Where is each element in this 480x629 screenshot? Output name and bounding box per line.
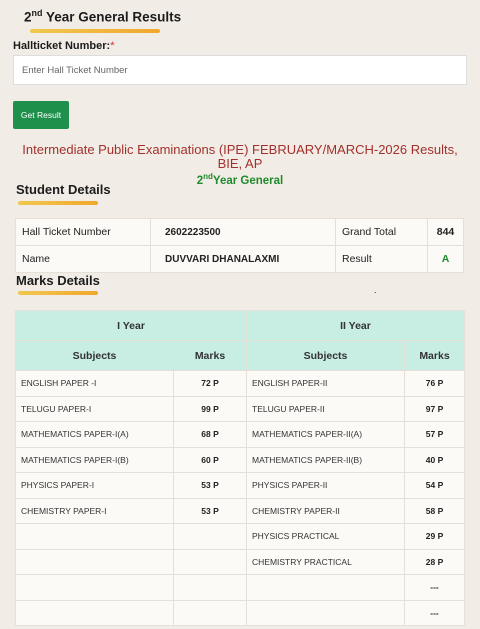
marks-details-underline: [18, 291, 98, 295]
marks-cell: 99 P: [174, 396, 247, 422]
marks-cell: [174, 524, 247, 550]
marks-cell: 54 P: [405, 473, 465, 499]
student-details-heading: Student Details: [16, 182, 111, 197]
table-header-row: [16, 311, 465, 341]
student-details-table: [15, 218, 464, 273]
table-row: [16, 498, 465, 524]
subject-cell: [247, 600, 405, 626]
subject-cell: [247, 575, 405, 601]
subjects-header: Subjects: [247, 341, 405, 371]
title-underline: [30, 29, 160, 33]
marks-cell: 68 P: [174, 422, 247, 448]
subject-cell: MATHEMATICS PAPER-I(B): [16, 447, 174, 473]
subject-cell: ENGLISH PAPER-II: [247, 371, 405, 397]
marks-cell: 53 P: [174, 473, 247, 499]
marks-cell: 29 P: [405, 524, 465, 550]
table-row: [16, 600, 465, 626]
subject-cell: TELUGU PAPER-II: [247, 396, 405, 422]
marks-cell: 57 P: [405, 422, 465, 448]
marks-cell: 28 P: [405, 549, 465, 575]
marks-header: Marks: [405, 341, 465, 371]
year-1-header: I Year: [16, 311, 247, 341]
subject-cell: CHEMISTRY PAPER-I: [16, 498, 174, 524]
required-mark: *: [110, 40, 115, 52]
marks-cell: [174, 549, 247, 575]
marks-cell: 40 P: [405, 447, 465, 473]
marks-cell: 72 P: [174, 371, 247, 397]
student-details-underline: [18, 201, 98, 205]
table-row: [16, 524, 465, 550]
subject-cell: [16, 575, 174, 601]
subject-cell: PHYSICS PAPER-II: [247, 473, 405, 499]
stray-dot: .: [374, 285, 377, 295]
marks-details-heading: Marks Details: [16, 273, 100, 288]
subject-cell: MATHEMATICS PAPER-II(B): [247, 447, 405, 473]
table-row: [16, 246, 464, 273]
hall-ticket-label: Hall Ticket Number: [16, 219, 151, 246]
hallticket-label: Hallticket Number:*: [13, 40, 115, 52]
marks-table: [15, 310, 465, 626]
marks-cell: 76 P: [405, 371, 465, 397]
name-label: Name: [16, 246, 151, 273]
marks-cell: ---: [405, 575, 465, 601]
marks-cell: ---: [405, 600, 465, 626]
subject-cell: [16, 600, 174, 626]
year-subtitle: 2ndYear General: [196, 172, 284, 187]
subject-cell: TELUGU PAPER-I: [16, 396, 174, 422]
table-row: [16, 473, 465, 499]
subject-cell: MATHEMATICS PAPER-I(A): [16, 422, 174, 448]
subject-cell: ENGLISH PAPER -I: [16, 371, 174, 397]
table-row: [16, 447, 465, 473]
marks-cell: [174, 575, 247, 601]
subject-cell: [16, 524, 174, 550]
table-row: [16, 396, 465, 422]
result-label: Result: [336, 246, 428, 273]
hallticket-input[interactable]: [13, 55, 467, 85]
table-row: [16, 549, 465, 575]
subject-cell: PHYSICS PRACTICAL: [247, 524, 405, 550]
page-title: 2nd Year General Results: [24, 8, 182, 25]
get-result-button[interactable]: Get Result: [13, 101, 69, 129]
grand-total-value: 844: [428, 219, 464, 246]
subjects-header: Subjects: [16, 341, 174, 371]
table-header-row: [16, 341, 465, 371]
table-row: [16, 575, 465, 601]
subject-cell: CHEMISTRY PRACTICAL: [247, 549, 405, 575]
subject-cell: PHYSICS PAPER-I: [16, 473, 174, 499]
table-row: [16, 219, 464, 246]
year-2-header: II Year: [247, 311, 465, 341]
marks-header: Marks: [174, 341, 247, 371]
subject-cell: CHEMISTRY PAPER-II: [247, 498, 405, 524]
marks-cell: 60 P: [174, 447, 247, 473]
subject-cell: MATHEMATICS PAPER-II(A): [247, 422, 405, 448]
hall-ticket-value: 2602223500: [151, 219, 336, 246]
grand-total-label: Grand Total: [336, 219, 428, 246]
exam-title: Intermediate Public Examinations (IPE) FEBRUARY/MARCH-2026 Results, BIE, AP: [22, 142, 458, 171]
name-value: DUVVARI DHANALAXMI: [151, 246, 336, 273]
table-row: [16, 371, 465, 397]
result-value: A: [428, 246, 464, 273]
table-row: [16, 422, 465, 448]
marks-cell: 58 P: [405, 498, 465, 524]
subject-cell: [16, 549, 174, 575]
marks-cell: [174, 600, 247, 626]
marks-cell: 97 P: [405, 396, 465, 422]
marks-cell: 53 P: [174, 498, 247, 524]
